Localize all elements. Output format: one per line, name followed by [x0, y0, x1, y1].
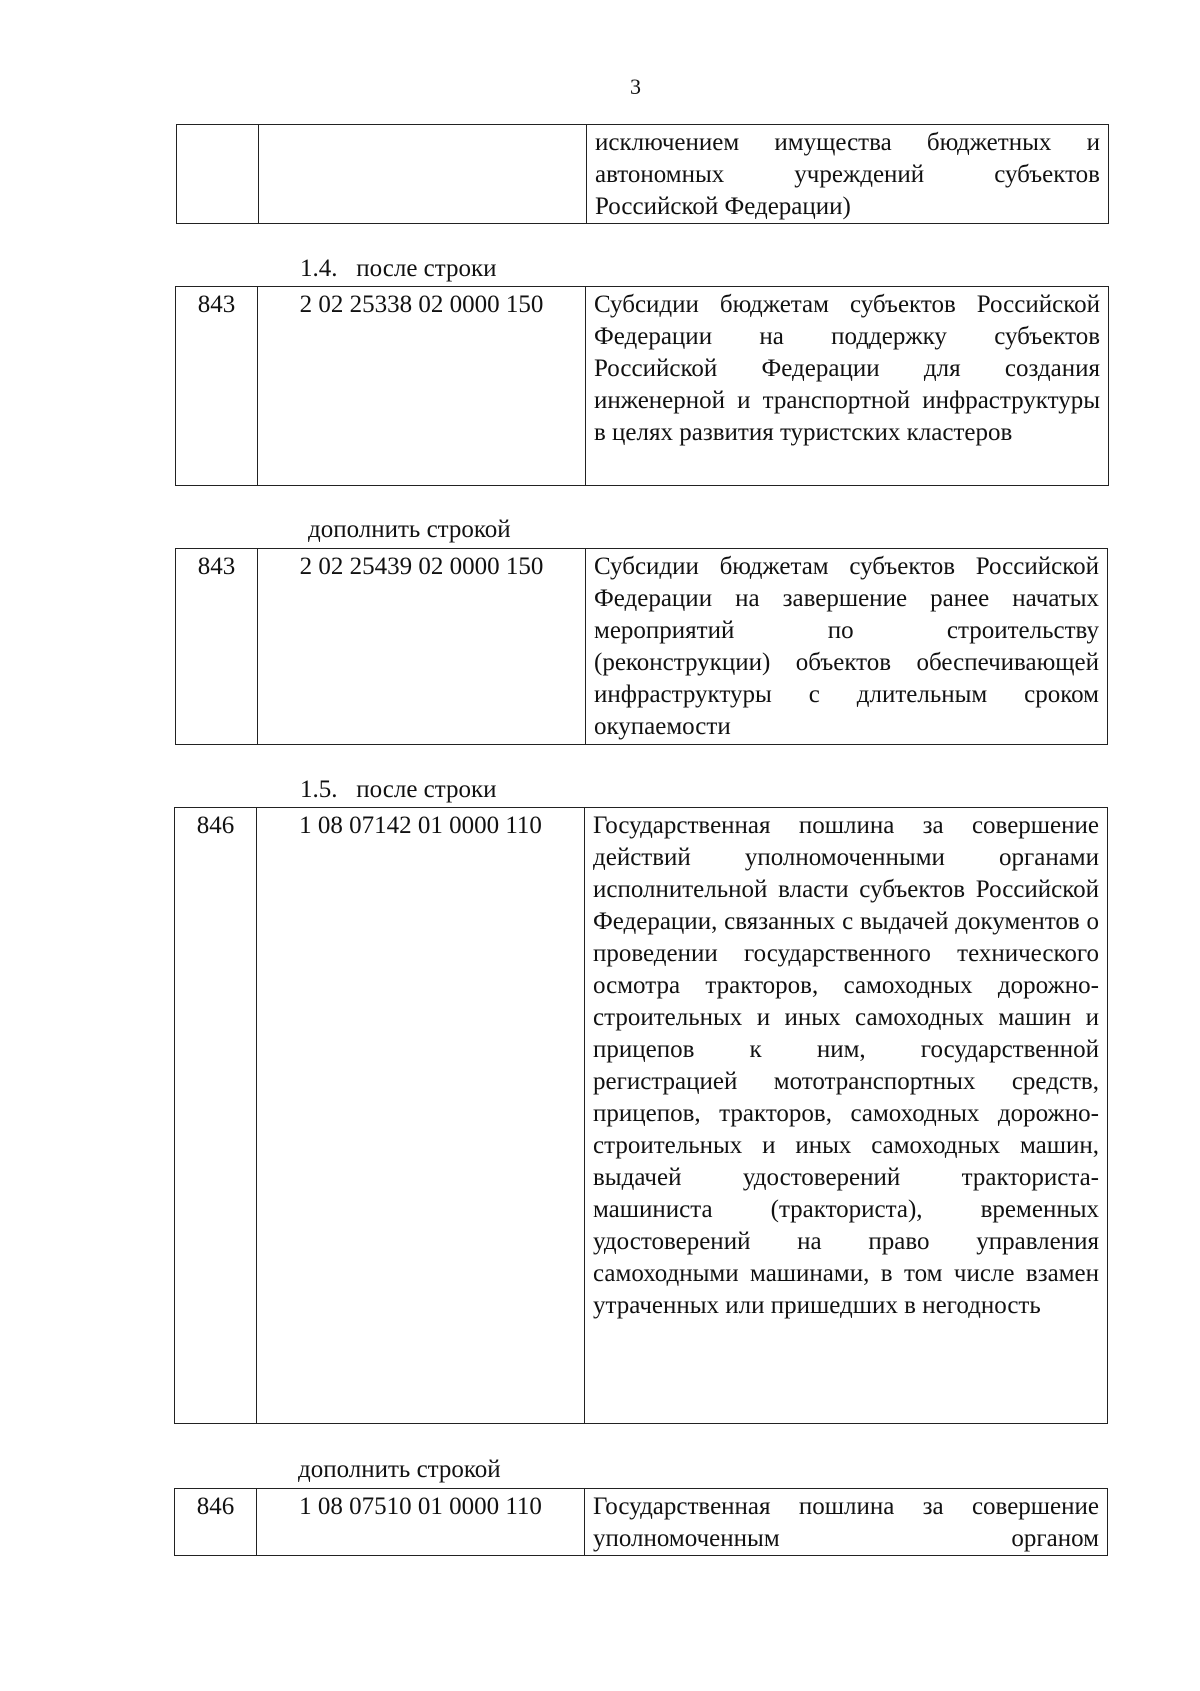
table-row — [175, 1489, 1108, 1556]
kbk-code-cell — [259, 125, 587, 224]
table-row — [176, 287, 1109, 486]
kbk-code-cell: 2 02 25439 02 0000 150 — [258, 549, 586, 745]
description-cell: Субсидии бюджетам субъектов Российской Федерации на поддержку субъектов Российской Федерации для создания инженерной и транспортной инфраструктуры в целях развития туристских кластеров — [586, 287, 1109, 486]
section-label-1-4-after: 1.4. после строки — [300, 255, 497, 282]
description-cell: Государственная пошлина за совершение уполномоченным органом — [585, 1489, 1108, 1556]
table-row — [177, 125, 1109, 224]
table-1-4-after — [175, 286, 1109, 486]
description-cell: Государственная пошлина за совершение действий уполномоченными органами исполнительной власти субъектов Российской Федерации, связанных с выдачей документов о проведении государственного технического осмотра тракторов, самоходных дорожно-строительных и иных самоходных машин и прицепов к ним, государственной регистрацией мототранспортных средств, прицепов, тракторов, самоходных дорожно-строительных и иных самоходных машин, выдачей удостоверений тракториста-машиниста (тракториста), временных удостоверений на право управления самоходными машинами, в том числе взамен утраченных или пришедших в негодность — [585, 808, 1108, 1424]
admin-code-cell: 843 — [176, 549, 258, 745]
description-cell: Субсидии бюджетам субъектов Российской Федерации на завершение ранее начатых мероприятий по строительству (реконструкции) объектов обеспечивающей инфраструктуры с длительным сроком окупаемости — [586, 549, 1108, 745]
continuation-table — [176, 124, 1109, 224]
table-1-4-add — [175, 548, 1108, 745]
table-row — [175, 808, 1108, 1424]
table-1-5-after — [174, 807, 1108, 1424]
section-label-1-5-add: дополнить строкой — [298, 1456, 501, 1483]
admin-code-cell: 846 — [175, 808, 257, 1424]
kbk-code-cell: 1 08 07510 01 0000 110 — [257, 1489, 585, 1556]
page-number: 3 — [630, 74, 641, 99]
kbk-code-cell: 2 02 25338 02 0000 150 — [258, 287, 586, 486]
section-label-1-5-after: 1.5. после строки — [300, 776, 497, 803]
table-1-5-add — [174, 1488, 1108, 1556]
section-label-1-4-add: дополнить строкой — [308, 516, 511, 543]
kbk-code-cell: 1 08 07142 01 0000 110 — [257, 808, 585, 1424]
admin-code-cell: 846 — [175, 1489, 257, 1556]
admin-code-cell — [177, 125, 259, 224]
admin-code-cell: 843 — [176, 287, 258, 486]
description-cell: исключением имущества бюджетных и автономных учреждений субъектов Российской Федерации) — [587, 125, 1109, 224]
table-row — [176, 549, 1108, 745]
